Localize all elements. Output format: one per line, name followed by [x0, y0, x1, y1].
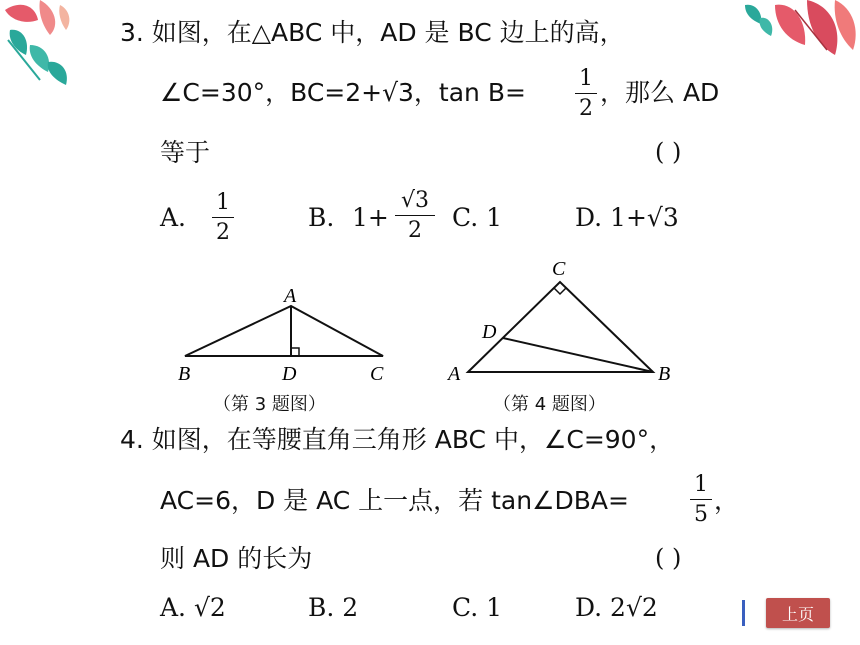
q3-option-a-fraction — [212, 190, 234, 245]
q3-option-b-fraction — [395, 188, 435, 243]
fig3-label-b: B — [178, 363, 191, 385]
q3-line2-a: ∠C=30°，BC=2+√3，tan B= — [160, 78, 526, 107]
leaf-decoration-left — [0, 0, 90, 95]
figure-3-caption: （第 3 题图） — [213, 394, 326, 415]
q3-option-a-numerator: 1 — [216, 190, 230, 215]
q4-tan-fraction — [690, 472, 712, 527]
q4-line2-b: ， — [714, 486, 740, 515]
previous-page-button[interactable]: 上页 — [766, 598, 830, 628]
q3-answer-paren: ( ) — [655, 138, 682, 166]
fig3-label-c: C — [370, 363, 384, 385]
q3-tanB-fraction — [575, 66, 597, 121]
q3-tanB-denominator: 2 — [579, 96, 593, 121]
q4-answer-paren: ( ) — [655, 544, 682, 572]
fig4-label-b: B — [658, 363, 671, 385]
fig3-label-d: D — [282, 363, 297, 385]
q4-line3: 则 AD 的长为 — [160, 544, 313, 573]
fig3-label-a: A — [284, 285, 297, 307]
q4-line2-a: AC=6，D 是 AC 上一点，若 tan∠DBA= — [160, 486, 629, 515]
fraction-bar — [395, 215, 435, 216]
fraction-bar — [690, 499, 712, 500]
q4-line1: 4. 如图，在等腰直角三角形 ABC 中，∠C=90°， — [120, 425, 675, 454]
fig4-label-d: D — [482, 321, 497, 343]
figure-4-caption: （第 4 题图） — [493, 394, 606, 415]
fraction-bar — [212, 217, 234, 218]
q3-option-b-label: B. — [308, 203, 335, 232]
q3-line1: 3. 如图，在△ABC 中，AD 是 BC 边上的高， — [120, 18, 625, 47]
figure-4-triangle — [440, 255, 690, 390]
q3-option-d: D. 1+√3 — [575, 203, 679, 232]
q4-option-a: A. √2 — [160, 593, 226, 622]
q3-option-b-integer: 1+ — [352, 203, 389, 232]
fraction-bar — [575, 93, 597, 94]
q3-option-b-denominator: 2 — [408, 218, 422, 243]
q4-option-c: C. 1 — [452, 593, 503, 622]
q3-tanB-numerator: 1 — [579, 66, 593, 91]
leaf-decoration-right — [735, 0, 860, 70]
q3-option-c: C. 1 — [452, 203, 503, 232]
q3-option-b-numerator: √3 — [400, 188, 429, 213]
q3-line3: 等于 — [160, 138, 211, 167]
q4-tan-denominator: 5 — [694, 502, 708, 527]
fig4-label-a: A — [448, 363, 461, 385]
fig4-label-c: C — [552, 258, 566, 280]
q4-option-b: B. 2 — [308, 593, 359, 622]
q3-option-a-denominator: 2 — [216, 220, 230, 245]
figure-3-triangle — [170, 282, 400, 387]
q3-line2-b: ，那么 AD — [600, 78, 720, 107]
q3-option-a-label: A. — [160, 203, 187, 232]
q4-tan-numerator: 1 — [694, 472, 708, 497]
q4-option-d: D. 2√2 — [575, 593, 658, 622]
page-marker — [742, 600, 745, 626]
